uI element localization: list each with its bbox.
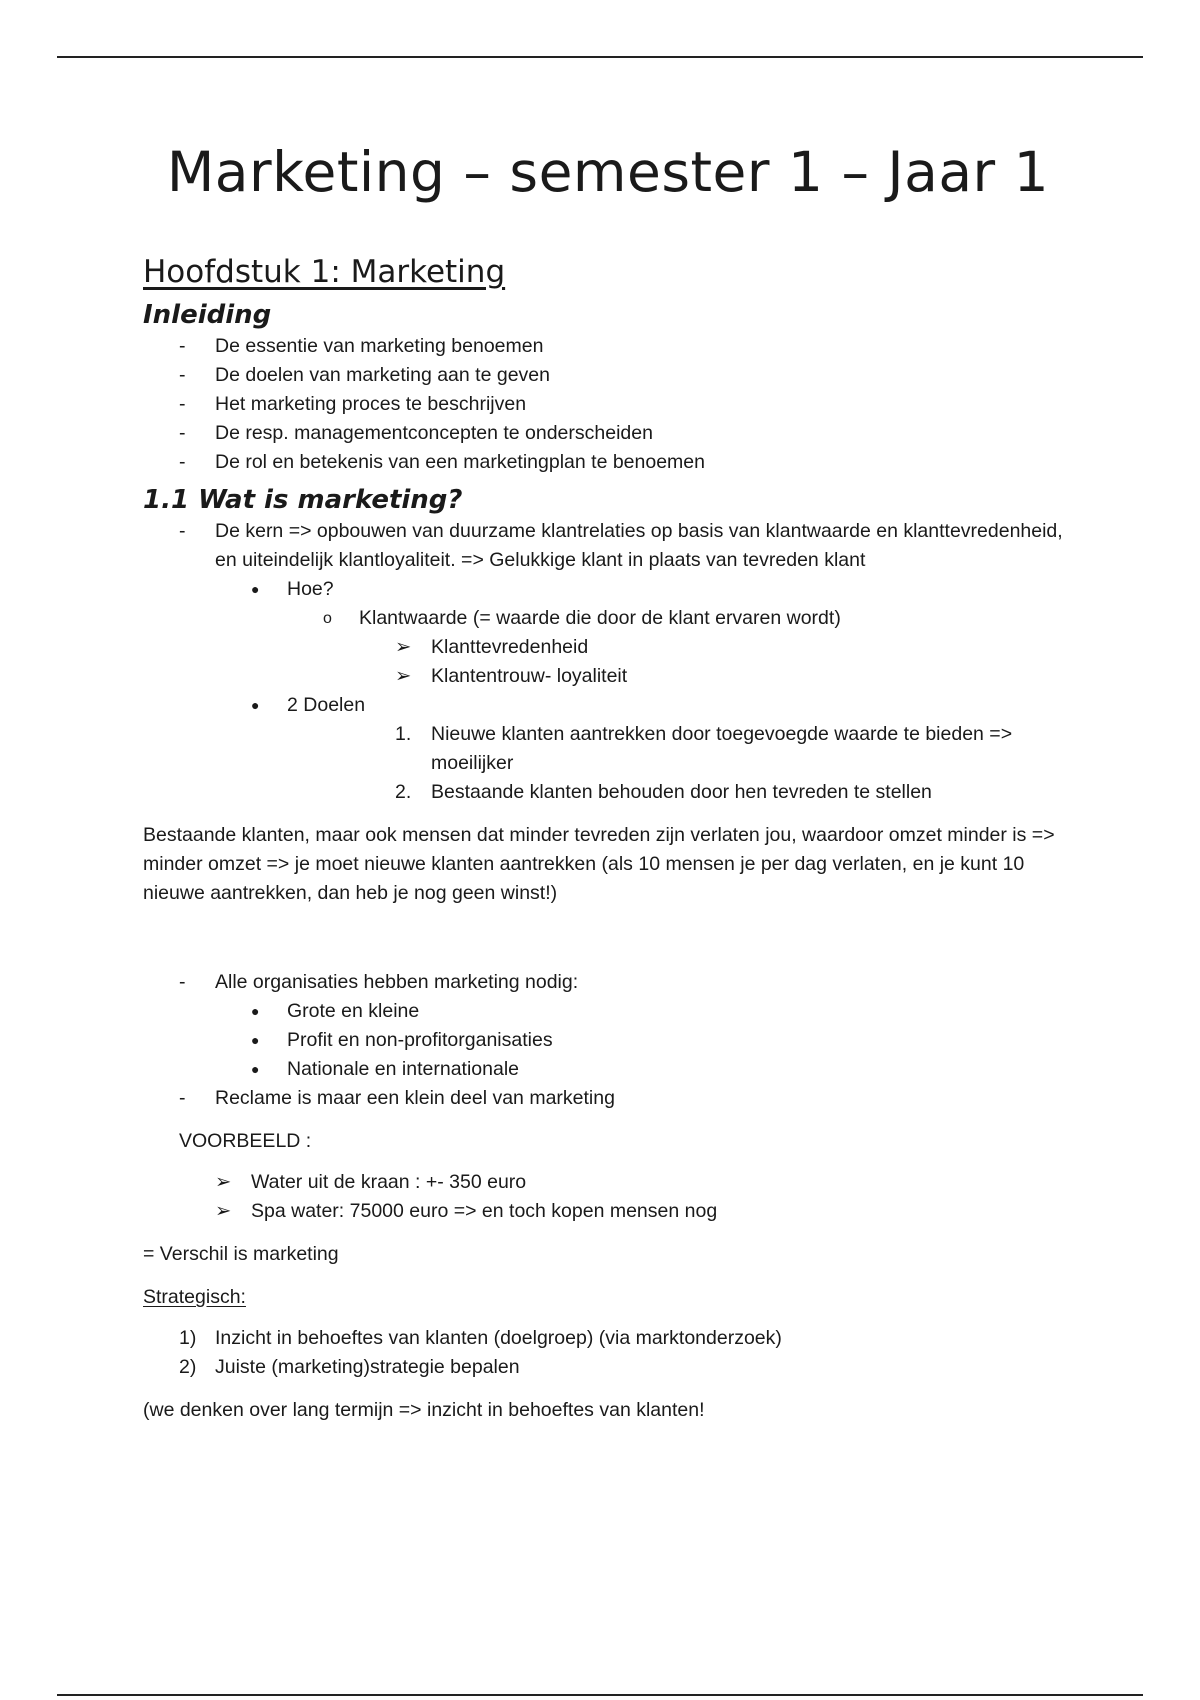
list-item: ● 2 Doelen 1. Nieuwe klanten aantrekken door toegevoegde waarde te bieden => moeilijker 2. Bestaande klanten behouden door hen tevreden te stellen (143, 691, 1073, 807)
list-item: ➢ Klantentrouw- loyaliteit (143, 662, 1073, 691)
document-title: Marketing – semester 1 – Jaar 1 (166, 140, 1050, 204)
list-item: ● Profit en non-profitorganisaties (143, 1026, 1073, 1055)
arrow-bullet-icon: ➢ (215, 1200, 232, 1222)
section-heading-inleiding: Inleiding (143, 300, 272, 330)
chapter-heading: Hoofdstuk 1: Marketing (143, 254, 506, 290)
intro-list (143, 332, 1073, 477)
list-item: ● Hoe? o Klantwaarde (= waarde die door de klant ervaren wordt) ➢ Klanttevredenheid ➢ Klantentrouw- loyaliteit (143, 575, 1073, 691)
list-item: ➢ Klanttevredenheid (143, 633, 1073, 662)
list-item: - De resp. managementconcepten te onderscheiden (179, 422, 653, 444)
voorbeeld-label: VOORBEELD : (179, 1130, 312, 1152)
list-item: o Klantwaarde (= waarde die door de klant ervaren wordt) ➢ Klanttevredenheid ➢ Klantentrouw- loyaliteit (143, 604, 1073, 691)
strategisch-heading: Strategisch: (143, 1286, 246, 1308)
list-item: - Het marketing proces te beschrijven (179, 393, 527, 415)
list-item: - De rol en betekenis van een marketingplan te benoemen (179, 451, 705, 473)
bullet-icon: ● (251, 581, 260, 597)
footer-rule (57, 1694, 1143, 1696)
list-item: - De kern => opbouwen van duurzame klantrelaties op basis van klantwaarde en klanttevredenheid, en uiteindelijk klantloyaliteit. => Gelukkige klant in plaats van tevreden klant ● Hoe? o Klantwaarde (= waarde die door de klant ervaren wordt) ➢ Klanttevredenheid ➢ Klantentrouw- loyaliteit ● 2 Doelen 1. Nieuwe klanten aantrekken door toegevoegde waarde te bieden => moeilijker 2. Bestaande klanten behouden door hen tevreden te stellen (143, 517, 1073, 807)
list-item: 1. Nieuwe klanten aantrekken door toegevoegde waarde te bieden => moeilijker (395, 723, 1013, 774)
strategisch-list (143, 1324, 1073, 1382)
bullet-icon: ● (251, 697, 260, 713)
header-rule (57, 56, 1143, 58)
kern-list (143, 517, 1073, 807)
list-item: - Alle organisaties hebben marketing nodig: ● Grote en kleine ● Profit en non-profitorganisaties ● Nationale en internationale (143, 968, 1073, 1084)
document-page (143, 140, 1073, 1425)
verschil-text: = Verschil is marketing (143, 1243, 339, 1265)
list-item: ➢ Water uit de kraan : +- 350 euro (143, 1168, 1073, 1197)
list-item: 2) Juiste (marketing)strategie bepalen (179, 1356, 520, 1378)
section-heading-wat-is-marketing: 1.1 Wat is marketing? (143, 485, 463, 515)
list-item: ● Nationale en internationale (143, 1055, 1073, 1084)
closing-text: (we denken over lang termijn => inzicht in behoeftes van klanten! (143, 1399, 705, 1421)
arrow-bullet-icon: ➢ (215, 1171, 232, 1193)
list-item: 1) Inzicht in behoeftes van klanten (doelgroep) (via marktonderzoek) (179, 1327, 782, 1349)
list-item: ➢ Spa water: 75000 euro => en toch kopen mensen nog (143, 1197, 1073, 1226)
paragraph-bestaande-klanten: Bestaande klanten, maar ook mensen dat minder tevreden zijn verlaten jou, waardoor omzet minder is => minder omzet => je moet nieuwe klanten aantrekken (als 10 mensen je per dag verlaten, en je kunt 10 nieuwe aantrekken, dan heb je nog geen winst!) (143, 824, 1055, 904)
list-item: 2. Bestaande klanten behouden door hen tevreden te stellen (395, 781, 932, 803)
organisaties-list (143, 968, 1073, 1113)
list-item: - Reclame is maar een klein deel van marketing (179, 1087, 615, 1109)
bullet-icon: ● (251, 1061, 260, 1077)
arrow-bullet-icon: ➢ (395, 665, 412, 687)
arrow-bullet-icon: ➢ (395, 636, 412, 658)
voorbeeld-list (143, 1168, 1073, 1226)
list-item: - De doelen van marketing aan te geven (179, 364, 550, 386)
circle-bullet-icon: o (323, 610, 332, 627)
list-item: ● Grote en kleine (143, 997, 1073, 1026)
bullet-icon: ● (251, 1003, 260, 1019)
list-item: - De essentie van marketing benoemen (179, 335, 544, 357)
bullet-icon: ● (251, 1032, 260, 1048)
